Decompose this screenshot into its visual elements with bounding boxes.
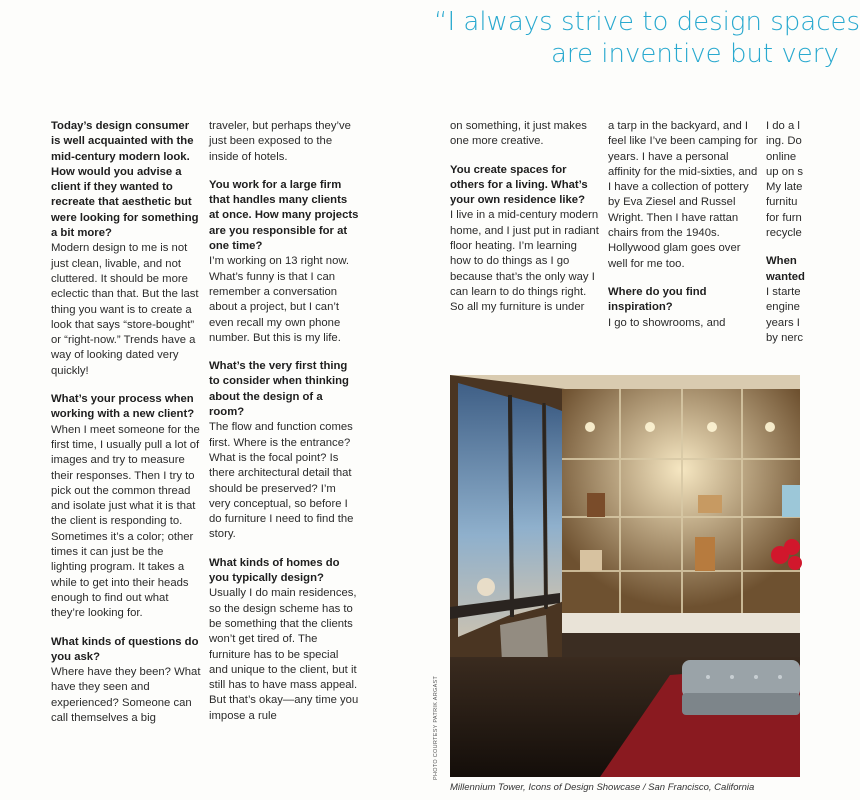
interview-answer: I live in a mid-century modern home, and I just put in radiant floor heating. I’m learning how to do things as I go because that’s the only way I can learn to do things right. So all my furniture is under [450,209,599,314]
interview-answer: I starte engine years I by nerc [766,285,804,344]
qa-block [209,359,359,543]
qa-block [450,119,600,150]
interview-question: What kinds of questions do you ask? [51,635,199,663]
interview-question: Where do you find inspiration? [608,285,707,314]
qa-block [766,119,806,241]
interview-answer: When I meet someone for the first time, I usually pull a lot of images and try to measure their responses. Then I try to pick out the common thread and isolate just what it is that the client is responding to. Sometimes it’s a color; other times it can just be the lighting program. It takes a while to get into their heads enough to find out what they’re looking for. [51,423,200,620]
interview-answer: I go to showrooms, and [608,316,726,329]
photo-credit: PHOTO COURTESY PATRIK ARGAST [433,675,439,780]
interview-answer: I’m working on 13 right now. What’s funny is that I can remember a conversation about a project, but I can’t even recall my own phone number. But this is my life. [209,255,350,344]
interview-question: What’s your process when working with a new client? [51,393,195,421]
interview-question: You create spaces for others for a living. What’s your own residence like? [450,163,588,207]
qa-block [450,163,600,316]
photo-caption: Millennium Tower, Icons of Design Showcase / San Francisco, California [450,782,755,793]
interview-question: What kinds of homes do you typically design? [209,556,340,585]
interview-answer: Modern design to me is not just clean, livable, and not cluttered. It should be more eclectic than that. But the last thing you want is to create a look that says “store-bought” or “right-now.” Trends have a way of looking dated very quickly! [51,242,199,377]
text-column-4 [608,119,758,344]
text-column-2 [209,119,359,737]
interview-answer: The flow and function comes first. Where is the entrance? What is the focal point? Is there architectural detail that should be preserved? I’m very conceptual, so before I do furniture I need to find the story. [209,421,354,541]
pull-quote-line-2: are inventive but very [551,39,839,69]
pull-quote [420,6,860,70]
interior-photo [450,375,800,777]
qa-block [209,556,359,724]
qa-block [608,285,758,331]
living-room-illustration [450,375,800,777]
interview-question: When wanted [766,255,805,283]
qa-block [209,119,359,165]
interview-answer: I do a l ing. Do online up on s My late furnitu for furn recycle [766,120,804,240]
interview-question: Today’s design consumer is well acquainted with the mid-century modern look. How would you advise a client if they wanted to recreate that aesthetic but were looking for something a bit more? [51,120,199,240]
qa-block [51,392,201,621]
interview-answer: a tarp in the backyard, and I feel like I’ve been camping for years. I have a personal affinity for the mid-sixties, and I have a collection of pottery by Eva Ziesel and Russel Wright. Then I have rattan chairs from the 1940s. Hollywood glam goes over well for me too. [608,120,758,270]
qa-block [209,178,359,346]
interview-question: You work for a large firm that handles many clients at once. How many projects are you responsible for at one time? [209,178,359,253]
qa-block [51,119,201,379]
qa-block [608,119,758,272]
interview-answer: traveler, but perhaps they’ve just been exposed to the inside of hotels. [209,120,351,163]
interview-question: What’s the very first thing to consider when thinking about the design of a room? [209,360,349,419]
interview-answer: Where have they been? What have they seen and experienced? Someone can call themselves a big [51,666,201,724]
qa-block [51,635,201,727]
qa-block [766,254,806,346]
text-column-5-cropped [766,119,806,359]
interview-answer: on something, it just makes one more creative. [450,120,587,148]
text-column-3 [450,119,600,329]
pull-quote-line-1: “I always strive to design spaces [434,7,860,37]
interview-answer: Usually I do main residences, so the design scheme has to be something that the clients won’t get tired of. The furniture has to be special and unique to the client, but it still has to have mass appeal. But that’s okay—any time you impose a rule [209,587,359,722]
text-column-1 [51,119,201,739]
